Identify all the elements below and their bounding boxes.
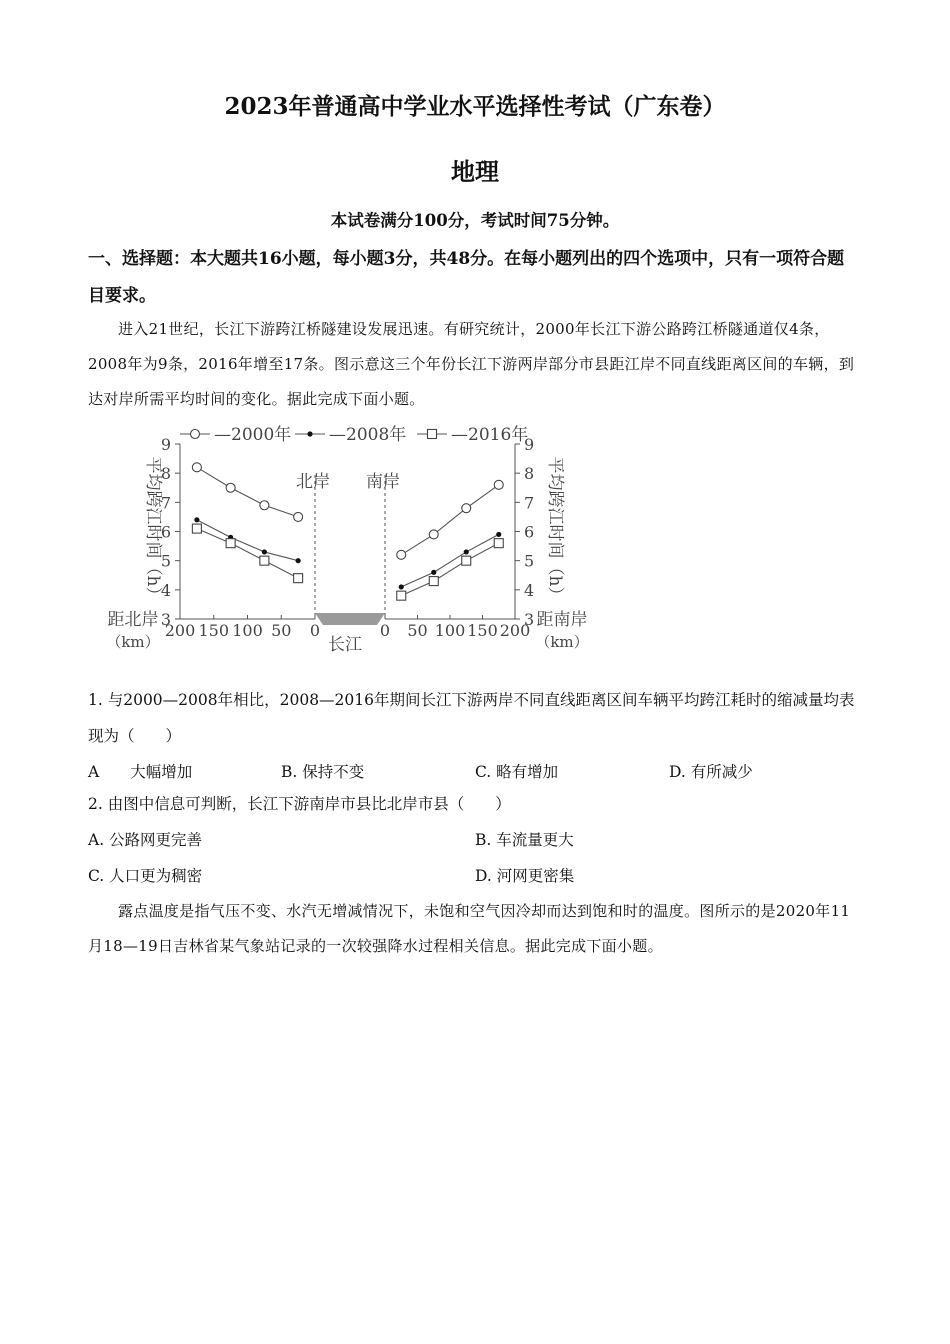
south-series-line — [401, 534, 499, 587]
river-shape — [315, 613, 385, 625]
q2-option-c[interactable]: C. 人口更为稠密 — [88, 867, 203, 885]
y-tick-label-left: 4 — [160, 580, 171, 600]
exam-note: 本试卷满分100分，考试时间75分钟。 — [330, 211, 620, 230]
q1-option-a[interactable]: A 大幅增加 — [88, 763, 193, 781]
dot-marker — [431, 570, 436, 575]
circle-marker — [191, 430, 200, 439]
north-unit-label: （km） — [106, 633, 160, 651]
square-marker — [192, 524, 201, 533]
legend-label: —2008年 — [329, 425, 407, 445]
left-y-label: 平均跨江时间（h） — [143, 456, 163, 604]
y-tick-label-left: 6 — [160, 522, 171, 542]
north-x-tick-label: 50 — [271, 621, 292, 640]
south-x-tick-label: 0 — [379, 621, 391, 640]
square-marker — [494, 539, 503, 548]
circle-marker — [192, 463, 201, 472]
circle-marker — [494, 480, 503, 489]
river-label: 长江 — [328, 635, 362, 655]
q1-option-d[interactable]: D. 有所减少 — [669, 763, 753, 781]
q1-option-c[interactable]: C. 略有增加 — [475, 763, 559, 781]
y-tick-label-right: 4 — [524, 580, 535, 600]
cross-river-time-chart — [95, 420, 605, 665]
south-bank-label: 南岸 — [366, 472, 400, 492]
q2-option-a[interactable]: A. 公路网更完善 — [88, 831, 203, 849]
q2-option-b[interactable]: B. 车流量更大 — [475, 831, 574, 849]
dot-marker — [399, 584, 404, 589]
q2-option-d[interactable]: D. 河网更密集 — [475, 867, 575, 885]
square-marker — [429, 577, 438, 586]
right-y-label: 平均跨江时间（h） — [545, 456, 565, 604]
north-distance-label: 距北岸 — [107, 610, 159, 630]
y-tick-label-right: 6 — [524, 522, 535, 542]
south-x-tick-label: 50 — [407, 621, 428, 640]
question-2-stem: 2. 由图中信息可判断，长江下游南岸市县比北岸市县（ ） — [88, 795, 511, 813]
square-marker — [462, 556, 471, 565]
square-marker — [260, 556, 269, 565]
north-series-line — [197, 529, 298, 579]
south-x-tick-label: 150 — [467, 621, 498, 640]
passage-2: 露点温度是指气压不变、水汽无增减情况下，未饱和空气因冷却而达到饱和时的温度。图所示的是2020年11月18—19日吉林省某气象站记录的一次较强降水过程相关信息。据此完成下面小题。 — [88, 902, 851, 955]
circle-marker — [260, 501, 269, 510]
dot-marker — [496, 532, 501, 537]
subject-title: 地理 — [451, 157, 499, 186]
square-marker — [226, 539, 235, 548]
north-x-tick-label: 100 — [232, 621, 263, 640]
south-series-line — [401, 543, 499, 596]
y-tick-label-right: 3 — [524, 610, 535, 629]
circle-marker — [397, 550, 406, 559]
question-1-stem: 1. 与2000—2008年相比，2008—2016年期间长江下游两岸不同直线距离区间车辆平均跨江耗时的缩减量均表现为（ ） — [88, 691, 855, 745]
dot-marker — [194, 517, 199, 522]
north-series-line — [197, 467, 298, 517]
circle-marker — [462, 504, 471, 513]
legend-label: —2000年 — [214, 425, 292, 445]
north-x-tick-label: 200 — [164, 621, 196, 640]
south-series-line — [401, 485, 499, 555]
passage-1: 进入21世纪，长江下游跨江桥隧建设发展迅速。有研究统计，2000年长江下游公路跨江桥隧通道仅4条，2008年为9条，2016年增至17条。图示意这三个年份长江下游两岸部分市县距江岸不同直线距离区间的车辆，到达对岸所需平均时间的变化。据此完成下面小题。 — [88, 320, 855, 408]
question-2 — [88, 786, 868, 894]
dot-marker — [296, 558, 301, 563]
south-x-tick-label: 100 — [434, 621, 466, 640]
square-marker — [397, 591, 406, 600]
north-series-line — [197, 520, 298, 561]
y-tick-label-left: 9 — [160, 435, 171, 454]
dot-marker — [262, 549, 267, 554]
q1-option-b[interactable]: B. 保持不变 — [281, 763, 365, 781]
square-marker — [294, 574, 303, 583]
north-bank-label: 北岸 — [296, 472, 330, 492]
question-1 — [88, 682, 868, 790]
y-tick-label-right: 5 — [524, 551, 535, 571]
south-distance-label: 距南岸 — [536, 610, 588, 630]
y-tick-label-right: 7 — [524, 493, 535, 513]
dot-marker — [464, 549, 469, 554]
north-x-tick-label: 150 — [198, 621, 230, 640]
south-unit-label: （km） — [535, 633, 589, 651]
square-marker — [428, 430, 437, 439]
dot-marker — [307, 431, 312, 436]
y-tick-label-right: 8 — [524, 464, 535, 484]
y-tick-label-left: 3 — [160, 610, 171, 629]
circle-marker — [226, 483, 235, 492]
south-x-tick-label: 200 — [499, 621, 531, 640]
legend-label: —2016年 — [451, 425, 529, 445]
y-tick-label-right: 9 — [524, 435, 535, 454]
y-tick-label-left: 5 — [160, 551, 171, 571]
section-heading: 一、选择题：本大题共16小题，每小题3分，共48分。在每小题列出的四个选项中，只有一项符合题目要求。 — [88, 249, 845, 306]
north-x-tick-label: 0 — [309, 621, 321, 640]
circle-marker — [429, 530, 438, 539]
y-tick-label-left: 7 — [160, 493, 171, 513]
circle-marker — [294, 512, 303, 521]
page-title: 2023年普通高中学业水平选择性考试（广东卷） — [224, 93, 726, 120]
y-tick-label-left: 8 — [160, 464, 171, 484]
